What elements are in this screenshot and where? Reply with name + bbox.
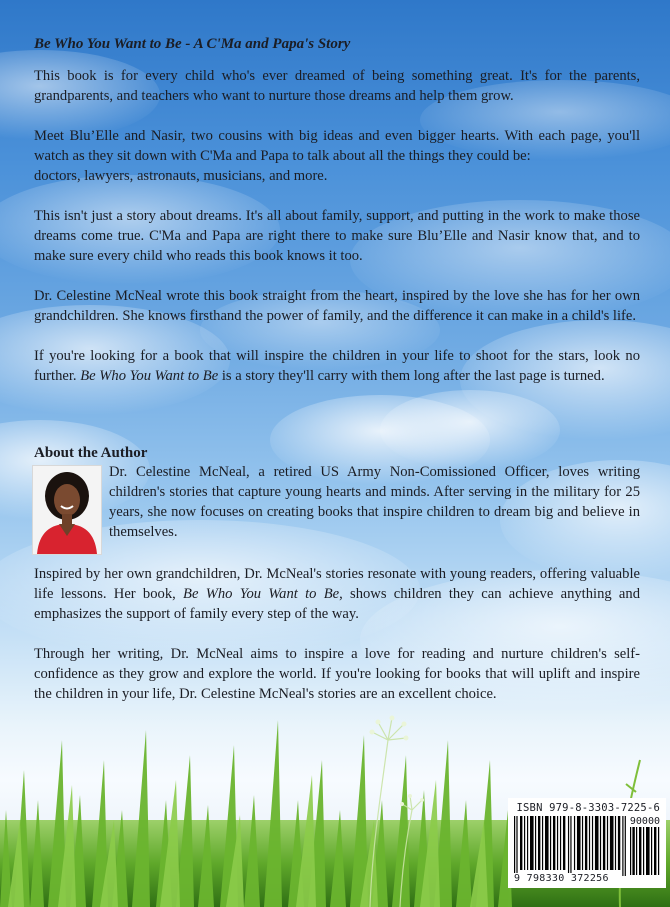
- author-photo: [33, 466, 101, 554]
- blurb-paragraph-3: This isn't just a story about dreams. It's all about family, support, and putting in the work to make those dreams come true. C'Ma and Papa are right there to make sure Blu’Elle and Nasir know that, and to make sure every child who reads this book knows it too.: [34, 208, 640, 264]
- author-more: [34, 564, 640, 704]
- blurb-paragraph-5-post: is a story they'll carry with them long after the last page is turned.: [218, 368, 605, 384]
- barcode-addon-digits: 90000: [629, 816, 660, 827]
- blurb-paragraph-1: This book is for every child who's ever dreamed of being something great. It's for the parents, grandparents, and teachers who want to nurture those dreams and help them grow.: [34, 68, 640, 104]
- blurb-paragraph-2: [34, 126, 640, 186]
- barcode-digits: 9 798330 372256: [514, 873, 609, 884]
- book-title: Be Who You Want to Be - A C'Ma and Papa's Story: [34, 36, 351, 52]
- author-paragraph-2-post: , shows children they can achieve anything and emphasizes the support of family every step of the way.: [34, 586, 641, 622]
- author-paragraph-2-pre: Inspired by her own grandchildren, Dr. McNeal's stories resonate with young readers, offering valuable life lessons. Her book,: [34, 566, 640, 602]
- author-paragraph-2: [34, 564, 640, 624]
- blurb-paragraph-5: [34, 346, 640, 386]
- author-paragraph-2-title: Be Who You Want to Be: [183, 586, 340, 602]
- blurb-paragraph-2-list: doctors, lawyers, astronauts, musicians, and more.: [34, 168, 328, 184]
- blurb-paragraph-5-pre: If you're looking for a book that will inspire the children in your life to shoot for the stars, look no further.: [34, 348, 640, 384]
- blurb-paragraph-5-title: Be Who You Want to Be: [80, 368, 219, 384]
- barcode-addon: [630, 816, 660, 875]
- about-author-heading: About the Author: [34, 445, 148, 461]
- blurb-paragraph-2-text: Meet Blu’Elle and Nasir, two cousins with big ideas and even bigger hearts. With each page, you'll watch as they sit down with C'Ma and Papa to talk about all the things they could be:: [34, 128, 640, 164]
- author-portrait-image: [33, 466, 101, 554]
- barcode-bars: [514, 816, 626, 876]
- author-paragraph-3: Through her writing, Dr. McNeal aims to inspire a love for reading and nurture children's self-confidence as they grow and explore the world. If you're looking for books that will uplift and inspire the children in your life, Dr. Celestine McNeal's stories are an excellent choice.: [34, 646, 640, 702]
- blurb: [34, 66, 640, 386]
- isbn-label: ISBN 979-8-3303-7225-6: [516, 802, 660, 814]
- author-bio: Dr. Celestine McNeal, a retired US Army Non-Comissioned Officer, loves writing children's stories that capture young hearts and minds. After serving in the military for 25 years, she now focuses on creating books that inspire children to dream big and believe in themselves.: [109, 464, 640, 540]
- barcode-addon-bars: [630, 827, 660, 875]
- blurb-paragraph-4: Dr. Celestine McNeal wrote this book straight from the heart, inspired by the love she has for her own grandchildren. She knows firsthand the power of family, and the difference it can make in a child's life.: [34, 288, 640, 324]
- isbn-barcode: [508, 798, 666, 888]
